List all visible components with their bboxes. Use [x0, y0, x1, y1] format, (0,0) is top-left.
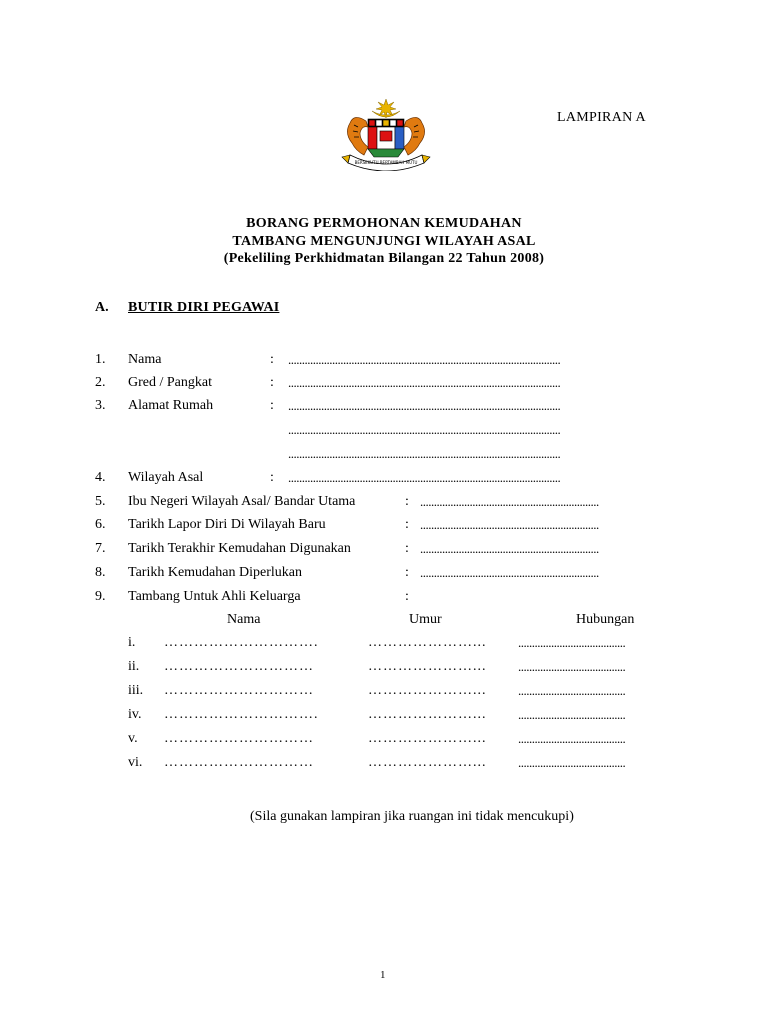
field-label: Wilayah Asal [128, 470, 204, 485]
family-relation-field[interactable]: ....................................... [518, 731, 626, 746]
family-relation-field[interactable]: ....................................... [518, 707, 626, 722]
family-header-age: Umur [409, 612, 442, 627]
family-name-field[interactable]: ………………………… [164, 731, 314, 746]
field-number: 5. [95, 494, 106, 509]
family-name-field[interactable]: ………………………… [164, 659, 314, 674]
field-input[interactable]: ................................................................. [420, 541, 599, 556]
family-row-numeral: vi. [128, 755, 143, 770]
field-number: 8. [95, 565, 106, 580]
field-colon: : [270, 398, 274, 413]
family-age-field[interactable]: …………………... [368, 707, 487, 722]
field-colon: : [405, 494, 409, 509]
field-input[interactable]: ................................................................................................... [288, 352, 561, 367]
family-row-numeral: iv. [128, 707, 142, 722]
form-title [0, 215, 768, 268]
title-line-1: BORANG PERMOHONAN KEMUDAHAN [246, 216, 522, 231]
field-colon: : [270, 375, 274, 390]
field-input[interactable]: ................................................................................................... [288, 375, 561, 390]
field-colon: : [405, 589, 409, 604]
malaysia-coat-of-arms-icon [328, 97, 444, 171]
field-colon: : [270, 352, 274, 367]
field-input[interactable]: ................................................................................................... [288, 446, 561, 461]
field-label: Tarikh Kemudahan Diperlukan [128, 565, 302, 580]
field-label: Alamat Rumah [128, 398, 214, 413]
family-name-field[interactable]: ………………………… [164, 683, 314, 698]
family-age-field[interactable]: …………………... [368, 659, 487, 674]
family-header-name: Nama [227, 612, 261, 627]
field-label: Tambang Untuk Ahli Keluarga [128, 589, 301, 604]
field-number: 6. [95, 517, 106, 532]
family-relation-field[interactable]: ....................................... [518, 683, 626, 698]
attachment-note: (Sila gunakan lampiran jika ruangan ini tidak mencukupi) [250, 809, 574, 824]
family-row-numeral: ii. [128, 659, 140, 674]
field-input[interactable]: ................................................................................................... [288, 422, 561, 437]
page-number: 1 [380, 969, 386, 981]
field-input[interactable]: ................................................................................................... [288, 398, 561, 413]
field-number: 4. [95, 470, 106, 485]
family-age-field[interactable]: …………………... [368, 731, 487, 746]
field-colon: : [405, 517, 409, 532]
field-number: 7. [95, 541, 106, 556]
svg-text:BERSEKUTU BERTAMBAH MUTU: BERSEKUTU BERTAMBAH MUTU [354, 160, 418, 165]
family-age-field[interactable]: …………………... [368, 635, 487, 650]
family-relation-field[interactable]: ....................................... [518, 635, 626, 650]
field-colon: : [270, 470, 274, 485]
field-number: 1. [95, 352, 106, 367]
field-label: Ibu Negeri Wilayah Asal/ Bandar Utama [128, 494, 356, 509]
field-input[interactable]: ................................................................. [420, 517, 599, 532]
field-number: 3. [95, 398, 106, 413]
section-letter: A. [95, 300, 109, 315]
family-age-field[interactable]: …………………... [368, 755, 487, 770]
section-heading: BUTIR DIRI PEGAWAI [128, 300, 280, 315]
family-relation-field[interactable]: ....................................... [518, 755, 626, 770]
field-number: 9. [95, 589, 106, 604]
field-number: 2. [95, 375, 106, 390]
family-row-numeral: i. [128, 635, 136, 650]
field-input[interactable]: ................................................................................................... [288, 470, 561, 485]
family-relation-field[interactable]: ....................................... [518, 659, 626, 674]
family-name-field[interactable]: ………………………… [164, 755, 314, 770]
field-colon: : [405, 565, 409, 580]
family-row-numeral: v. [128, 731, 138, 746]
title-line-2: TAMBANG MENGUNJUNGI WILAYAH ASAL [232, 233, 536, 249]
family-header-relation: Hubungan [576, 612, 635, 627]
field-input[interactable]: ................................................................. [420, 565, 599, 580]
annex-label: LAMPIRAN A [557, 110, 646, 125]
family-age-field[interactable]: …………………... [368, 683, 487, 698]
field-label: Tarikh Terakhir Kemudahan Digunakan [128, 541, 351, 556]
family-row-numeral: iii. [128, 683, 144, 698]
field-colon: : [405, 541, 409, 556]
family-name-field[interactable]: …………………………. [164, 707, 319, 722]
field-input[interactable]: ................................................................. [420, 494, 599, 509]
field-label: Gred / Pangkat [128, 375, 212, 390]
field-label: Tarikh Lapor Diri Di Wilayah Baru [128, 517, 326, 532]
title-line-3: (Pekeliling Perkhidmatan Bilangan 22 Tahun 2008) [223, 251, 545, 266]
family-name-field[interactable]: …………………………. [164, 635, 319, 650]
field-label: Nama [128, 352, 162, 367]
